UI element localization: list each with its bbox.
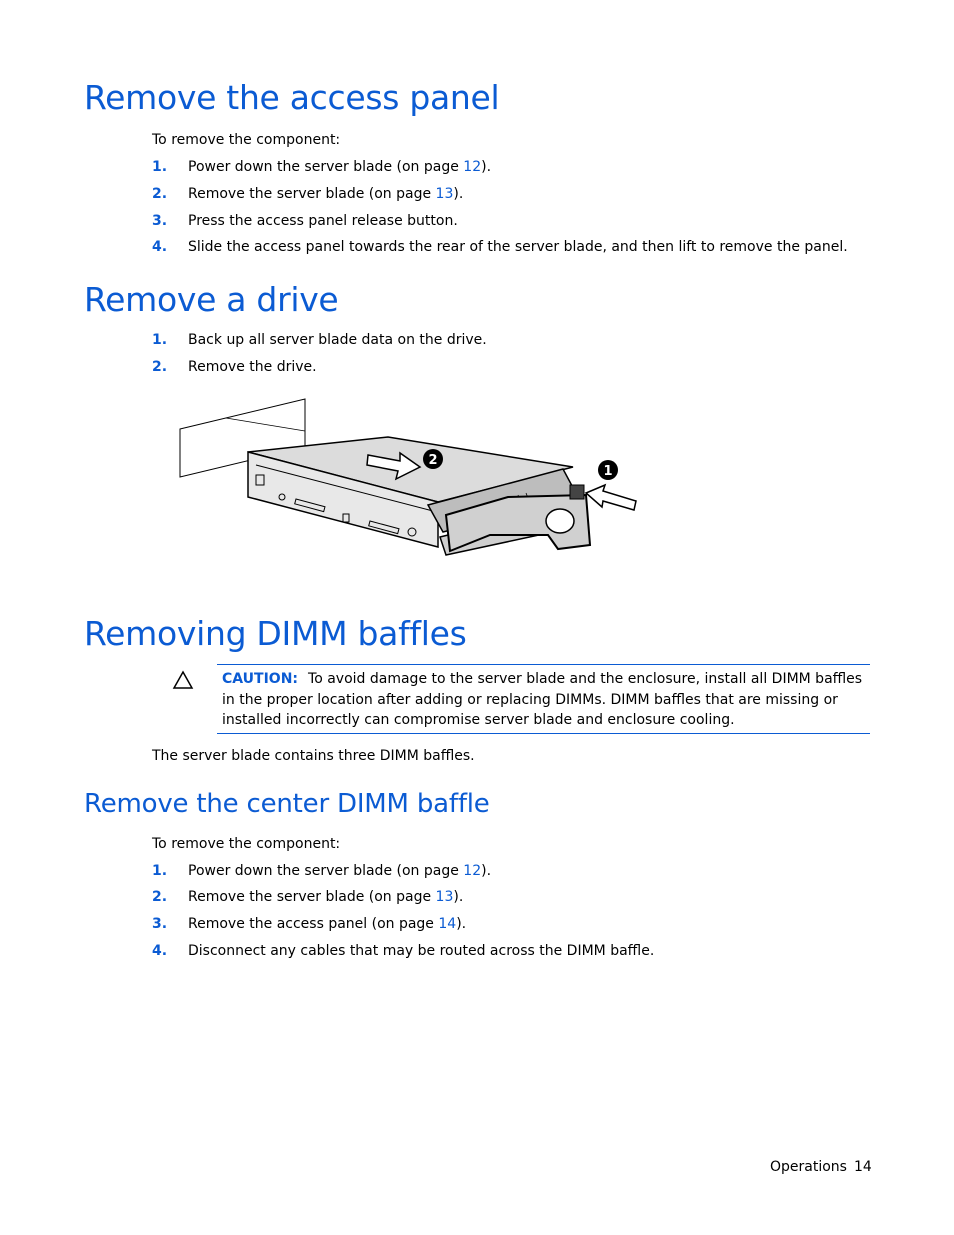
step-number: 2. (152, 359, 168, 375)
callout-2: 2 (428, 453, 438, 468)
step-text: Remove the access panel (on page 14). (188, 916, 467, 932)
step-text: Power down the server blade (on page 12). (188, 159, 492, 175)
caution-box (217, 664, 870, 734)
heading-remove-access-panel: Remove the access panel (84, 78, 500, 117)
step-text: Remove the drive. (188, 359, 317, 375)
step-number: 1. (152, 159, 168, 175)
page-link[interactable]: 12 (463, 159, 482, 175)
caution-label: CAUTION: (222, 671, 299, 687)
page-link[interactable]: 12 (463, 863, 482, 879)
step-number: 4. (152, 943, 168, 959)
caution-triangle-icon (172, 670, 194, 690)
heading-removing-dimm-baffles: Removing DIMM baffles (84, 614, 467, 653)
step-text: Press the access panel release button. (188, 213, 458, 229)
page-link[interactable]: 14 (438, 916, 457, 932)
drive-removal-illustration (178, 397, 640, 559)
heading-remove-center-dimm-baffle: Remove the center DIMM baffle (84, 789, 490, 819)
page-link[interactable]: 13 (435, 186, 454, 202)
step-number: 2. (152, 186, 168, 202)
step-text: Power down the server blade (on page 12). (188, 863, 492, 879)
step-text: Remove the server blade (on page 13). (188, 186, 464, 202)
caution-message: To avoid damage to the server blade and the enclosure, install all DIMM baffles in the proper location after adding or replacing DIMMs. DIMM baffles that are missing or installed incorrectly can compromise server blade and enclosure cooling. (222, 671, 863, 728)
step-text: Disconnect any cables that may be routed across the DIMM baffle. (188, 943, 655, 959)
step-text: Remove the server blade (on page 13). (188, 889, 464, 905)
intro-text: To remove the component: (152, 836, 341, 852)
footer-page-number: 14 (854, 1159, 872, 1175)
step-text: Back up all server blade data on the drive. (188, 332, 487, 348)
step-number: 3. (152, 213, 168, 229)
page-link[interactable]: 13 (435, 889, 454, 905)
body-text: The server blade contains three DIMM baffles. (152, 748, 475, 764)
step-number: 2. (152, 889, 168, 905)
step-text: Slide the access panel towards the rear of the server blade, and then lift to remove the panel. (188, 239, 848, 255)
callout-1: 1 (603, 464, 613, 479)
heading-remove-drive: Remove a drive (84, 280, 339, 319)
step-number: 1. (152, 863, 168, 879)
step-number: 1. (152, 332, 168, 348)
caution-text (222, 669, 867, 731)
step-number: 4. (152, 239, 168, 255)
intro-text: To remove the component: (152, 132, 341, 148)
footer-section-name: Operations (770, 1159, 847, 1175)
step-number: 3. (152, 916, 168, 932)
